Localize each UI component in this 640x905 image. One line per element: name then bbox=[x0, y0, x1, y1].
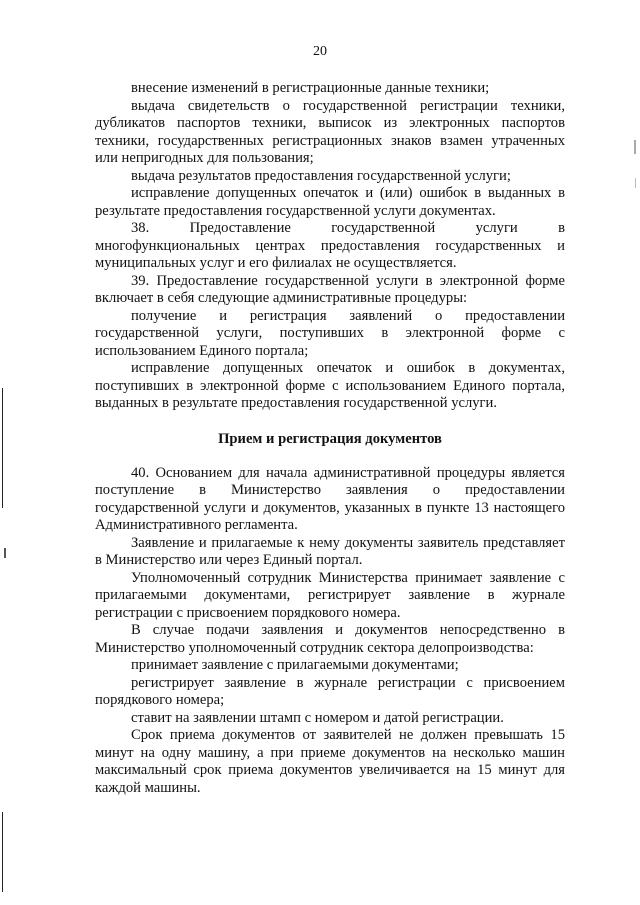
scan-edge-mark bbox=[635, 178, 636, 188]
paragraph: внесение изменений в регистрационные данные техники; bbox=[131, 80, 490, 96]
paragraph: 39. Предоставление государственной услуги в электронной форме включает в себя следующие административные процедуры: bbox=[95, 272, 565, 306]
paragraph: исправление допущенных опечаток и ошибок в документах, поступивших в электронной форме с использованием Единого портала, выданных в результате предоставления государственной услуги. bbox=[95, 360, 565, 411]
paragraph: Срок приема документов от заявителей не должен превышать 15 минут на одну машину, а при приеме документов на несколько машин максимальный срок приема документов увеличивается на 15 минут для каждой машины. bbox=[95, 727, 565, 796]
paragraph: Заявление и прилагаемые к нему документы заявитель представляет в Министерство или через Единый портал. bbox=[95, 534, 565, 568]
paragraph: 40. Основанием для начала административной процедуры является поступление в Министерство заявления о предоставлении государственной услуги и документов, указанных в пункте 13 настоящего Административного регламента. bbox=[95, 464, 565, 533]
paragraph: 38. Предоставление государственной услуги в многофункциональных центрах предоставления государственных и муниципальных услуг и его филиалах не осуществляется. bbox=[95, 220, 565, 271]
paragraph: получение и регистрация заявлений о предоставлении государственной услуги, поступивших в электронной форме с использованием Единого портала; bbox=[95, 307, 565, 359]
paragraph: принимает заявление с прилагаемыми документами; bbox=[131, 657, 459, 673]
scan-edge-mark bbox=[2, 812, 3, 892]
scan-edge-mark bbox=[4, 548, 6, 558]
scan-edge-mark bbox=[634, 140, 636, 154]
paragraph: выдача свидетельств о государственной регистрации техники, дубликатов паспортов техники, выписок из электронных паспортов техники, государственных регистрационных знаков взамен утраченных или непригодных для пользования; bbox=[95, 97, 565, 166]
scan-edge-mark bbox=[2, 388, 3, 508]
page-number: 20 bbox=[313, 44, 327, 59]
section-heading: Прием и регистрация документов bbox=[218, 430, 442, 447]
document-body bbox=[95, 80, 565, 797]
paragraph: регистрирует заявление в журнале регистрации с присвоением порядкового номера; bbox=[95, 674, 565, 708]
paragraph: Уполномоченный сотрудник Министерства принимает заявление с прилагаемыми документами, регистрирует заявление в журнале регистрации с присвоением порядкового номера. bbox=[95, 569, 565, 621]
paragraph: исправление допущенных опечаток и (или) ошибок в выданных в результате предоставления государственной услуги документах. bbox=[95, 185, 565, 219]
paragraph: В случае подачи заявления и документов непосредственно в Министерство уполномоченный сотрудник сектора делопроизводства: bbox=[95, 622, 565, 656]
paragraph: выдача результатов предоставления государственной услуги; bbox=[131, 167, 511, 184]
paragraph: ставит на заявлении штамп с номером и датой регистрации. bbox=[131, 709, 504, 726]
